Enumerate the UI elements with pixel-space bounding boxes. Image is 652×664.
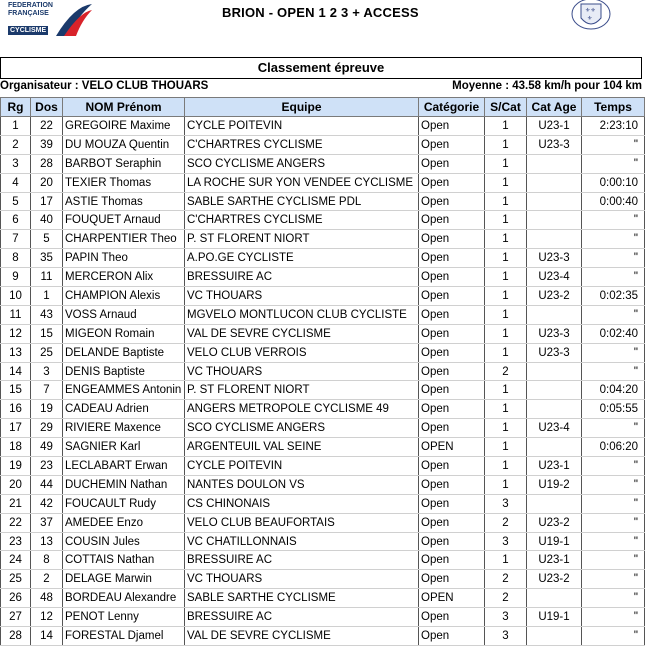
team-cell: SABLE SARTHE CYCLISME — [185, 589, 419, 608]
rank-cell: 23 — [1, 532, 31, 551]
age-cat-cell — [527, 362, 582, 381]
time-cell: 0:00:40 — [582, 192, 645, 211]
age-cat-cell — [527, 438, 582, 457]
age-cat-cell: U23-4 — [527, 419, 582, 438]
rank-cell: 12 — [1, 324, 31, 343]
category-cell: Open — [419, 343, 485, 362]
rank-cell: 6 — [1, 211, 31, 230]
time-cell: " — [582, 343, 645, 362]
logo-line1: FEDERATION — [8, 2, 53, 9]
table-row — [1, 532, 645, 551]
table-row — [1, 268, 645, 287]
rank-cell: 26 — [1, 589, 31, 608]
table-row — [1, 494, 645, 513]
bib-cell: 39 — [31, 135, 63, 154]
age-cat-cell: U23-3 — [527, 135, 582, 154]
rank-cell: 18 — [1, 438, 31, 457]
team-cell: VC THOUARS — [185, 362, 419, 381]
team-cell: MGVELO MONTLUCON CLUB CYCLISTE — [185, 305, 419, 324]
category-cell: Open — [419, 475, 485, 494]
table-row — [1, 419, 645, 438]
table-row — [1, 287, 645, 306]
event-title: BRION - OPEN 1 2 3 + ACCESS — [222, 5, 419, 20]
team-cell: CYCLE POITEVIN — [185, 117, 419, 136]
logo-swoosh-icon — [54, 2, 94, 38]
team-cell: VC THOUARS — [185, 570, 419, 589]
rank-cell: 15 — [1, 381, 31, 400]
team-cell: VELO CLUB BEAUFORTAIS — [185, 513, 419, 532]
category-cell: Open — [419, 570, 485, 589]
category-cell: Open — [419, 135, 485, 154]
name-cell: FOUQUET Arnaud — [63, 211, 185, 230]
svg-text:⚜: ⚜ — [587, 15, 593, 22]
subcat-cell: 1 — [485, 268, 527, 287]
bib-cell: 2 — [31, 570, 63, 589]
time-cell: 0:02:35 — [582, 287, 645, 306]
table-row — [1, 324, 645, 343]
table-row — [1, 343, 645, 362]
bib-cell: 11 — [31, 268, 63, 287]
subcat-cell: 1 — [485, 154, 527, 173]
name-cell: TEXIER Thomas — [63, 173, 185, 192]
results-table — [0, 97, 645, 646]
time-cell: 0:00:10 — [582, 173, 645, 192]
table-row — [1, 305, 645, 324]
subcat-cell: 1 — [485, 343, 527, 362]
name-cell: PENOT Lenny — [63, 608, 185, 627]
category-cell: Open — [419, 192, 485, 211]
table-row — [1, 608, 645, 627]
name-cell: CHAMPION Alexis — [63, 287, 185, 306]
table-row — [1, 400, 645, 419]
category-cell: Open — [419, 494, 485, 513]
age-cat-cell: U23-3 — [527, 343, 582, 362]
category-cell: Open — [419, 457, 485, 476]
time-cell: " — [582, 154, 645, 173]
bib-cell: 28 — [31, 154, 63, 173]
name-cell: DENIS Baptiste — [63, 362, 185, 381]
time-cell: " — [582, 362, 645, 381]
ffc-logo — [4, 2, 104, 40]
team-cell: P. ST FLORENT NIORT — [185, 230, 419, 249]
team-cell: SCO CYCLISME ANGERS — [185, 154, 419, 173]
name-cell: MERCERON Alix — [63, 268, 185, 287]
time-cell: 0:02:40 — [582, 324, 645, 343]
name-cell: COTTAIS Nathan — [63, 551, 185, 570]
rank-cell: 5 — [1, 192, 31, 211]
subcat-cell: 1 — [485, 324, 527, 343]
team-cell: P. ST FLORENT NIORT — [185, 381, 419, 400]
team-cell: C'CHARTRES CYCLISME — [185, 211, 419, 230]
table-row — [1, 173, 645, 192]
average-speed-label: Moyenne : 43.58 km/h pour 104 km — [452, 80, 642, 92]
bib-cell: 14 — [31, 627, 63, 646]
time-cell: " — [582, 532, 645, 551]
subcat-cell: 1 — [485, 173, 527, 192]
name-cell: COUSIN Jules — [63, 532, 185, 551]
name-cell: DELANDE Baptiste — [63, 343, 185, 362]
time-cell: " — [582, 268, 645, 287]
category-cell: Open — [419, 117, 485, 136]
subcat-cell: 1 — [485, 211, 527, 230]
bib-cell: 13 — [31, 532, 63, 551]
col-time: Temps — [582, 98, 645, 117]
age-cat-cell: U23-1 — [527, 457, 582, 476]
logo-line3: CYCLISME — [10, 27, 47, 34]
team-cell: BRESSUIRE AC — [185, 608, 419, 627]
table-row — [1, 513, 645, 532]
time-cell: " — [582, 135, 645, 154]
age-cat-cell — [527, 173, 582, 192]
name-cell: LECLABART Erwan — [63, 457, 185, 476]
organiser-label: Organisateur : VELO CLUB THOUARS — [0, 80, 209, 92]
subcat-cell: 1 — [485, 249, 527, 268]
category-cell: Open — [419, 400, 485, 419]
logo-line2: FRANÇAISE — [8, 10, 49, 17]
time-cell: " — [582, 419, 645, 438]
subcat-cell: 3 — [485, 608, 527, 627]
category-cell: Open — [419, 154, 485, 173]
rank-cell: 21 — [1, 494, 31, 513]
bib-cell: 12 — [31, 608, 63, 627]
col-bib: Dos — [31, 98, 63, 117]
time-cell: " — [582, 570, 645, 589]
rank-cell: 2 — [1, 135, 31, 154]
bib-cell: 48 — [31, 589, 63, 608]
category-cell: Open — [419, 173, 485, 192]
section-title: Classement épreuve — [0, 57, 642, 79]
name-cell: SAGNIER Karl — [63, 438, 185, 457]
time-cell: " — [582, 608, 645, 627]
team-cell: LA ROCHE SUR YON VENDEE CYCLISME — [185, 173, 419, 192]
name-cell: GREGOIRE Maxime — [63, 117, 185, 136]
age-cat-cell — [527, 589, 582, 608]
age-cat-cell: U23-1 — [527, 117, 582, 136]
bib-cell: 29 — [31, 419, 63, 438]
team-cell: VAL DE SEVRE CYCLISME — [185, 627, 419, 646]
category-cell: Open — [419, 287, 485, 306]
category-cell: Open — [419, 419, 485, 438]
age-cat-cell: U23-4 — [527, 268, 582, 287]
name-cell: RIVIERE Maxence — [63, 419, 185, 438]
rank-cell: 14 — [1, 362, 31, 381]
category-cell: OPEN — [419, 589, 485, 608]
time-cell: 2:23:10 — [582, 117, 645, 136]
category-cell: OPEN — [419, 438, 485, 457]
team-cell: ARGENTEUIL VAL SEINE — [185, 438, 419, 457]
subcat-cell: 2 — [485, 570, 527, 589]
table-row — [1, 192, 645, 211]
table-row — [1, 117, 645, 136]
subcat-cell: 3 — [485, 627, 527, 646]
age-cat-cell: U23-2 — [527, 287, 582, 306]
table-row — [1, 570, 645, 589]
category-cell: Open — [419, 608, 485, 627]
age-cat-cell — [527, 381, 582, 400]
name-cell: DUCHEMIN Nathan — [63, 475, 185, 494]
col-name: NOM Prénom — [63, 98, 185, 117]
bib-cell: 44 — [31, 475, 63, 494]
team-cell: VC THOUARS — [185, 287, 419, 306]
age-cat-cell — [527, 192, 582, 211]
subcat-cell: 2 — [485, 513, 527, 532]
rank-cell: 19 — [1, 457, 31, 476]
name-cell: PAPIN Theo — [63, 249, 185, 268]
bib-cell: 19 — [31, 400, 63, 419]
col-age-cat: Cat Age — [527, 98, 582, 117]
age-cat-cell — [527, 400, 582, 419]
time-cell: 0:04:20 — [582, 381, 645, 400]
time-cell: " — [582, 494, 645, 513]
name-cell: AMEDEE Enzo — [63, 513, 185, 532]
subcat-cell: 2 — [485, 362, 527, 381]
bib-cell: 7 — [31, 381, 63, 400]
col-rank: Rg — [1, 98, 31, 117]
table-row — [1, 154, 645, 173]
time-cell: " — [582, 249, 645, 268]
team-cell: BRESSUIRE AC — [185, 268, 419, 287]
category-cell: Open — [419, 551, 485, 570]
category-cell: Open — [419, 324, 485, 343]
team-cell: VAL DE SEVRE CYCLISME — [185, 324, 419, 343]
time-cell: " — [582, 457, 645, 476]
bib-cell: 1 — [31, 287, 63, 306]
subcat-cell: 3 — [485, 532, 527, 551]
rank-cell: 4 — [1, 173, 31, 192]
rank-cell: 13 — [1, 343, 31, 362]
table-row — [1, 475, 645, 494]
page-header — [0, 0, 652, 56]
rank-cell: 3 — [1, 154, 31, 173]
age-cat-cell: U23-2 — [527, 570, 582, 589]
subcat-cell: 1 — [485, 135, 527, 154]
subcat-cell: 2 — [485, 589, 527, 608]
age-cat-cell — [527, 154, 582, 173]
time-cell: 0:05:55 — [582, 400, 645, 419]
time-cell: " — [582, 513, 645, 532]
category-cell: Open — [419, 305, 485, 324]
subcat-cell: 1 — [485, 457, 527, 476]
rank-cell: 1 — [1, 117, 31, 136]
name-cell: DELAGE Marwin — [63, 570, 185, 589]
name-cell: MIGEON Romain — [63, 324, 185, 343]
subcat-cell: 1 — [485, 117, 527, 136]
time-cell: " — [582, 211, 645, 230]
name-cell: VOSS Arnaud — [63, 305, 185, 324]
team-cell: A.PO.GE CYCLISTE — [185, 249, 419, 268]
rank-cell: 9 — [1, 268, 31, 287]
category-cell: Open — [419, 381, 485, 400]
name-cell: DU MOUZA Quentin — [63, 135, 185, 154]
subcat-cell: 1 — [485, 287, 527, 306]
rank-cell: 25 — [1, 570, 31, 589]
crest-icon — [570, 0, 612, 34]
category-cell: Open — [419, 627, 485, 646]
subcat-cell: 1 — [485, 475, 527, 494]
team-cell: SABLE SARTHE CYCLISME PDL — [185, 192, 419, 211]
age-cat-cell — [527, 494, 582, 513]
name-cell: ENGEAMMES Antonin — [63, 381, 185, 400]
table-row — [1, 362, 645, 381]
team-cell: CYCLE POITEVIN — [185, 457, 419, 476]
table-row — [1, 438, 645, 457]
time-cell: " — [582, 475, 645, 494]
bib-cell: 42 — [31, 494, 63, 513]
bib-cell: 22 — [31, 117, 63, 136]
bib-cell: 43 — [31, 305, 63, 324]
time-cell: " — [582, 589, 645, 608]
name-cell: CHARPENTIER Theo — [63, 230, 185, 249]
bib-cell: 17 — [31, 192, 63, 211]
col-subcat: S/Cat — [485, 98, 527, 117]
rank-cell: 20 — [1, 475, 31, 494]
table-row — [1, 381, 645, 400]
table-row — [1, 230, 645, 249]
category-cell: Open — [419, 230, 485, 249]
table-row — [1, 457, 645, 476]
team-cell: BRESSUIRE AC — [185, 551, 419, 570]
time-cell: " — [582, 627, 645, 646]
subcat-cell: 1 — [485, 192, 527, 211]
name-cell: FOUCAULT Rudy — [63, 494, 185, 513]
bib-cell: 23 — [31, 457, 63, 476]
bib-cell: 40 — [31, 211, 63, 230]
subcat-cell: 1 — [485, 400, 527, 419]
bib-cell: 20 — [31, 173, 63, 192]
team-cell: NANTES DOULON VS — [185, 475, 419, 494]
subcat-cell: 1 — [485, 381, 527, 400]
team-cell: VC CHATILLONNAIS — [185, 532, 419, 551]
rank-cell: 22 — [1, 513, 31, 532]
name-cell: FORESTAL Djamel — [63, 627, 185, 646]
table-row — [1, 249, 645, 268]
age-cat-cell — [527, 230, 582, 249]
table-row — [1, 211, 645, 230]
age-cat-cell — [527, 627, 582, 646]
team-cell: ANGERS METROPOLE CYCLISME 49 — [185, 400, 419, 419]
age-cat-cell: U19-1 — [527, 608, 582, 627]
team-cell: VELO CLUB VERROIS — [185, 343, 419, 362]
rank-cell: 7 — [1, 230, 31, 249]
time-cell: " — [582, 305, 645, 324]
bib-cell: 5 — [31, 230, 63, 249]
team-cell: C'CHARTRES CYCLISME — [185, 135, 419, 154]
age-cat-cell: U19-1 — [527, 532, 582, 551]
category-cell: Open — [419, 513, 485, 532]
name-cell: BORDEAU Alexandre — [63, 589, 185, 608]
rank-cell: 24 — [1, 551, 31, 570]
subcat-cell: 1 — [485, 305, 527, 324]
time-cell: " — [582, 551, 645, 570]
subcat-cell: 1 — [485, 438, 527, 457]
rank-cell: 17 — [1, 419, 31, 438]
age-cat-cell: U23-2 — [527, 513, 582, 532]
bib-cell: 49 — [31, 438, 63, 457]
category-cell: Open — [419, 362, 485, 381]
subcat-cell: 1 — [485, 230, 527, 249]
team-cell: SCO CYCLISME ANGERS — [185, 419, 419, 438]
category-cell: Open — [419, 249, 485, 268]
table-row — [1, 589, 645, 608]
table-row — [1, 627, 645, 646]
bib-cell: 25 — [31, 343, 63, 362]
svg-text:⚜⚜: ⚜⚜ — [585, 7, 596, 14]
category-cell: Open — [419, 532, 485, 551]
bib-cell: 15 — [31, 324, 63, 343]
col-category: Catégorie — [419, 98, 485, 117]
age-cat-cell: U23-3 — [527, 324, 582, 343]
table-row — [1, 551, 645, 570]
rank-cell: 28 — [1, 627, 31, 646]
age-cat-cell: U19-2 — [527, 475, 582, 494]
subcat-cell: 1 — [485, 551, 527, 570]
age-cat-cell — [527, 211, 582, 230]
rank-cell: 8 — [1, 249, 31, 268]
category-cell: Open — [419, 211, 485, 230]
subcat-cell: 1 — [485, 419, 527, 438]
category-cell: Open — [419, 268, 485, 287]
team-cell: CS CHINONAIS — [185, 494, 419, 513]
rank-cell: 10 — [1, 287, 31, 306]
age-cat-cell: U23-1 — [527, 551, 582, 570]
table-header-row — [1, 98, 645, 117]
name-cell: CADEAU Adrien — [63, 400, 185, 419]
subcat-cell: 3 — [485, 494, 527, 513]
bib-cell: 37 — [31, 513, 63, 532]
rank-cell: 27 — [1, 608, 31, 627]
name-cell: ASTIE Thomas — [63, 192, 185, 211]
age-cat-cell — [527, 305, 582, 324]
table-row — [1, 135, 645, 154]
col-team: Equipe — [185, 98, 419, 117]
time-cell: 0:06:20 — [582, 438, 645, 457]
rank-cell: 11 — [1, 305, 31, 324]
bib-cell: 35 — [31, 249, 63, 268]
bib-cell: 3 — [31, 362, 63, 381]
age-cat-cell: U23-3 — [527, 249, 582, 268]
bib-cell: 8 — [31, 551, 63, 570]
time-cell: " — [582, 230, 645, 249]
rank-cell: 16 — [1, 400, 31, 419]
name-cell: BARBOT Seraphin — [63, 154, 185, 173]
